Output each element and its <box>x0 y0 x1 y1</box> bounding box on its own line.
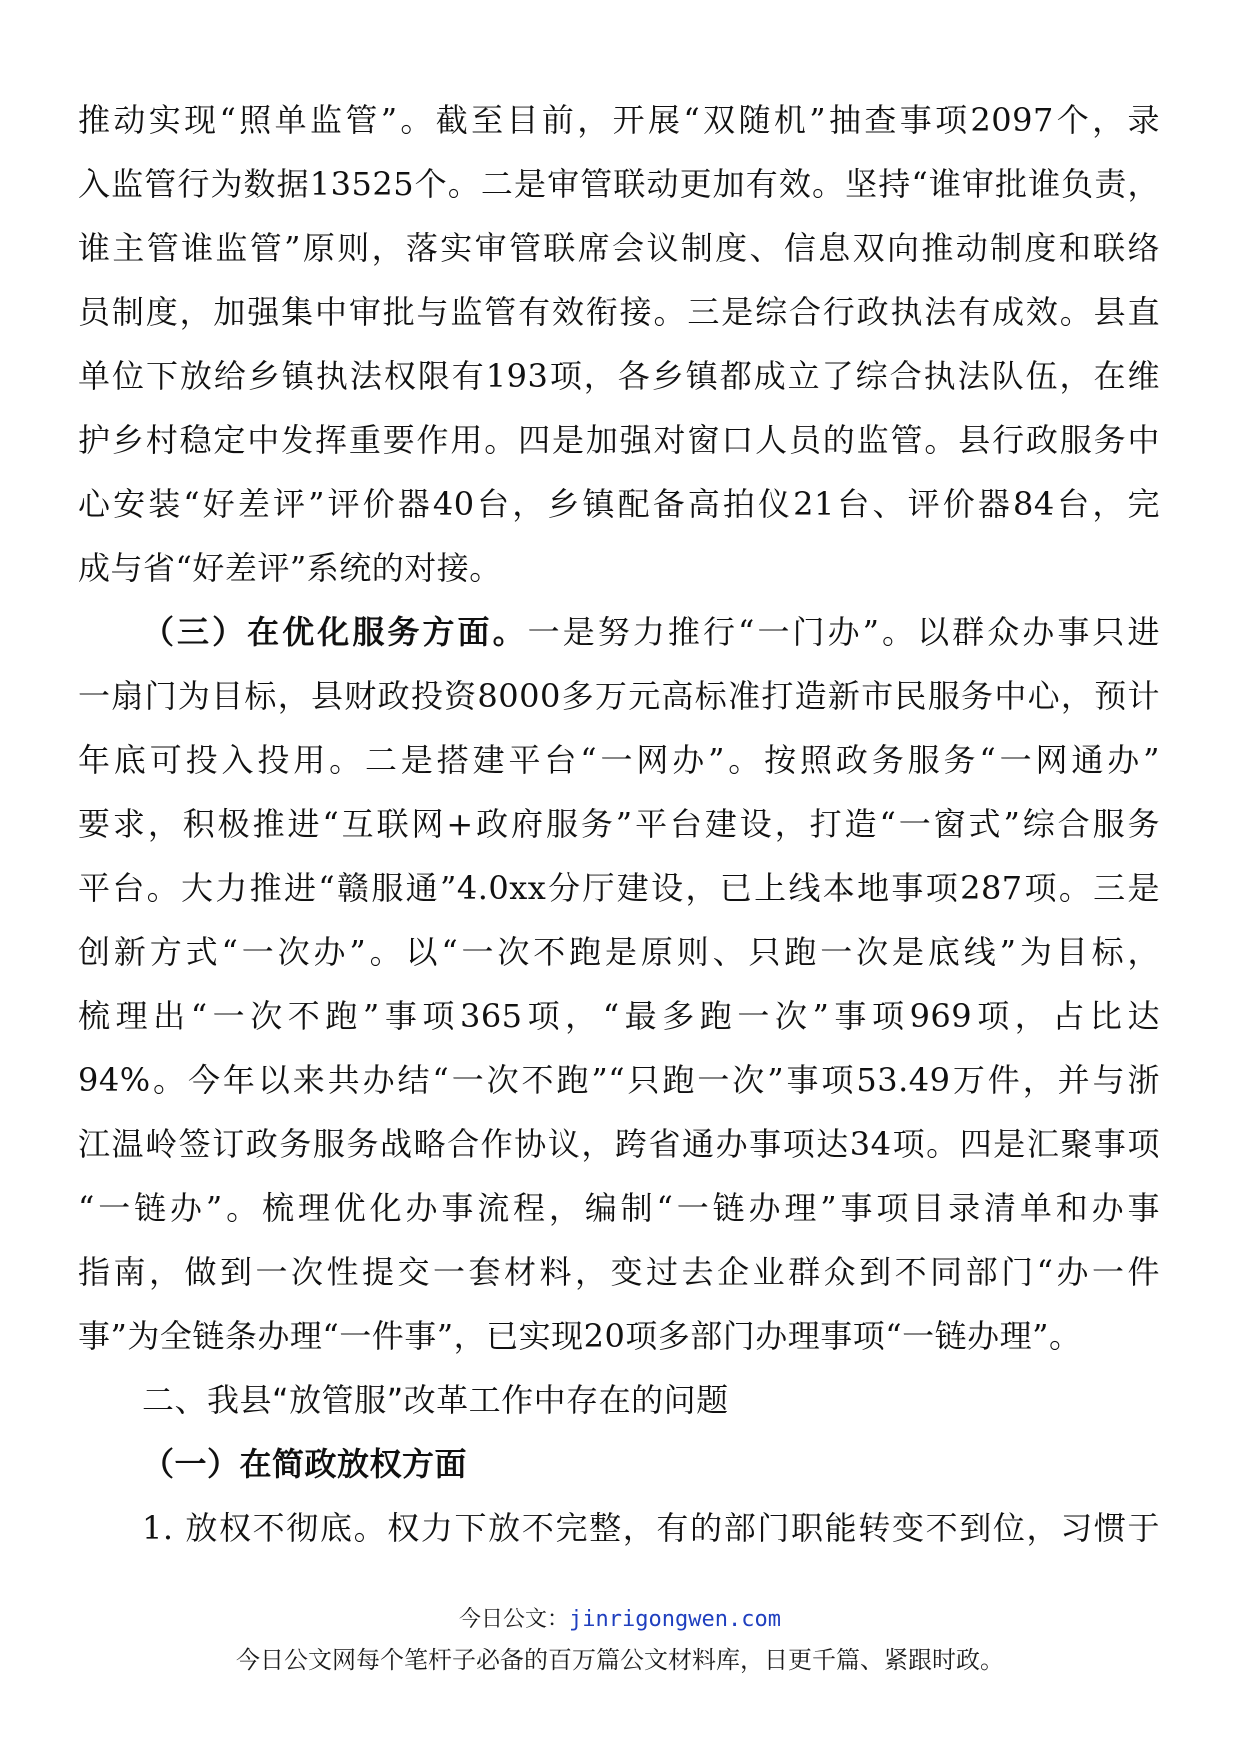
footer-site-link[interactable]: jinrigongwen.com <box>569 1607 781 1632</box>
body-line: 94%。今年以来共办结“一次不跑”“只跑一次”事项53.49万件，并与浙 <box>78 1061 1160 1099</box>
footer-tagline: 今日公文网每个笔杆子必备的百万篇公文材料库，日更千篇、紧跟时政。 <box>236 1646 1004 1674</box>
document-page <box>78 88 1160 1560</box>
body-line: 梳理出“一次不跑”事项365项，“最多跑一次”事项969项，占比达 <box>78 997 1160 1035</box>
section-3-first-line <box>78 600 1160 664</box>
body-line: 创新方式“一次办”。以“一次不跑是原则、只跑一次是底线”为目标， <box>78 933 1160 971</box>
footer-site-label: 今日公文： <box>459 1607 570 1632</box>
body-line: 指南，做到一次性提交一套材料，变过去企业群众到不同部门“办一件 <box>78 1253 1160 1291</box>
list-item-1: 1. 放权不彻底。权力下放不完整，有的部门职能转变不到位，习惯于 <box>142 1509 1160 1547</box>
body-line: 心安装“好差评”评价器40台，乡镇配备高拍仪21台、评价器84台，完 <box>78 485 1160 523</box>
body-line: 要求，积极推进“互联网+政府服务”平台建设，打造“一窗式”综合服务 <box>78 805 1160 843</box>
body-line: 年底可投入投用。二是搭建平台“一网办”。按照政务服务“一网通办” <box>78 741 1160 779</box>
section-heading-2: 二、我县“放管服”改革工作中存在的问题 <box>142 1381 729 1419</box>
body-line: 成与省“好差评”系统的对接。 <box>78 549 502 587</box>
body-line: 谁主管谁监管”原则，落实审管联席会议制度、信息双向推动制度和联络 <box>78 229 1160 267</box>
body-line: 一扇门为目标，县财政投资8000多万元高标准打造新市民服务中心，预计 <box>78 677 1160 715</box>
footer-site-line <box>0 1602 1240 1633</box>
section-3-heading: （三）在优化服务方面。 <box>142 613 528 651</box>
subsection-heading-1: （一）在简政放权方面 <box>142 1445 468 1483</box>
body-line: 员制度，加强集中审批与监管有效衔接。三是综合行政执法有成效。县直 <box>78 293 1160 331</box>
body-line: 推动实现“照单监管”。截至目前，开展“双随机”抽查事项2097个，录 <box>78 101 1160 139</box>
body-line: 单位下放给乡镇执法权限有193项，各乡镇都成立了综合执法队伍，在维 <box>78 357 1160 395</box>
body-line: 护乡村稳定中发挥重要作用。四是加强对窗口人员的监管。县行政服务中 <box>78 421 1160 459</box>
body-line: 平台。大力推进“赣服通”4.0xx分厅建设，已上线本地事项287项。三是 <box>78 869 1160 907</box>
body-line: “一链办”。梳理优化办事流程，编制“一链办理”事项目录清单和办事 <box>78 1189 1160 1227</box>
body-line: 事”为全链条办理“一件事”，已实现20项多部门办理事项“一链办理”。 <box>78 1317 1082 1355</box>
body-line: 江温岭签订政务服务战略合作协议，跨省通办事项达34项。四是汇聚事项 <box>78 1125 1160 1163</box>
section-3-first-line-text: 一是努力推行“一门办”。以群众办事只进 <box>527 613 1160 651</box>
body-line: 入监管行为数据13525个。二是审管联动更加有效。坚持“谁审批谁负责， <box>78 165 1160 203</box>
